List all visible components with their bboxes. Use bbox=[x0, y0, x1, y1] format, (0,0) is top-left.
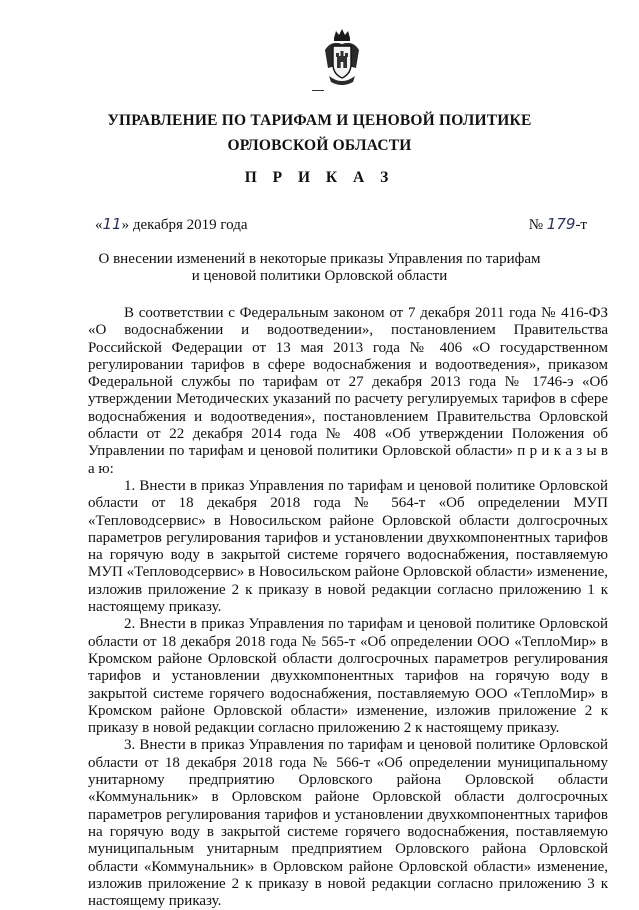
org-title-line1: УПРАВЛЕНИЕ ПО ТАРИФАМ И ЦЕНОВОЙ ПОЛИТИКЕ bbox=[107, 112, 532, 129]
emblem-underline bbox=[312, 90, 324, 91]
document-type: П Р И К А З bbox=[244, 169, 395, 186]
number-sign: № bbox=[528, 217, 544, 233]
date-day-handwritten: 11 bbox=[102, 215, 122, 233]
coat-of-arms-icon bbox=[323, 28, 361, 88]
item-2-paragraph: 2. Внести в приказ Управления по тарифам и ценовой политике Орловской области от 18 декабря 2018 года № 565-т «Об определении ООО «ТеплоМир» в Кромском районе Орловской области долгосрочных параметров регулирования тарифов и установлении двухкомпонентных тарифов на горячую воду в закрытой системе горячего водоснабжения, поставляемую ООО «ТеплоМир» в Кромском районе Орловской области» изменение, изложив приложение 2 к приказу в новой редакции согласно приложению 2 к настоящему приказу. bbox=[88, 616, 608, 737]
subject-line2: и ценовой политики Орловской области bbox=[191, 268, 448, 284]
item-1-paragraph: 1. Внести в приказ Управления по тарифам и ценовой политике Орловской области от 18 декабря 2018 года № 564-т «Об определении МУП «Тепловодсервис» в Новосильском районе Орловской области долгосрочных параметров регулирования тарифов и установлении двухкомпонентных тарифов на горячую воду в закрытой системе горячего водоснабжения, поставляемую МУП «Тепловодсервис» в Новосильском районе Орловской области» изменение, изложив приложение 2 к приказу в новой редакции согласно приложению 1 к настоящему приказу. bbox=[88, 477, 608, 616]
preamble-paragraph: В соответствии с Федеральным законом от 7 декабря 2011 года № 416-ФЗ «О водоснабжении и водоотведении», постановлением Правительства Российской Федерации от 13 мая 2013 года № 406 «О государственном регулировании тарифов в сфере водоснабжения и водоотведения», приказом Федеральной службы по тарифам от 27 декабря 2013 года № 1746-э «Об утверждении Методических указаний по расчету регулируемых тарифов в сфере водоснабжения и водоотведения», постановлением Правительства Орловской области от 22 декабря 2014 года № 408 «Об утверждении Положения об Управлении по тарифам и ценовой политики Орловской области» п р и к а з ы в а ю: bbox=[88, 305, 608, 477]
number-handwritten: 179 bbox=[546, 215, 576, 233]
org-title-line2: ОРЛОВСКОЙ ОБЛАСТИ bbox=[227, 137, 412, 154]
order-number bbox=[529, 215, 587, 234]
number-suffix: -т bbox=[575, 217, 587, 233]
date-month-year: » декабря 2019 года bbox=[121, 217, 248, 233]
order-date bbox=[95, 215, 248, 234]
subject-line1: О внесении изменений в некоторые приказы Управления по тарифам bbox=[98, 251, 541, 267]
order-body bbox=[88, 305, 608, 910]
order-subject bbox=[0, 251, 639, 285]
item-3-paragraph: 3. Внести в приказ Управления по тарифам и ценовой политике Орловской области от 18 декабря 2018 года № 566-т «Об определении муниципальному унитарному предприятию Орловского района Орловской области «Коммунальник» в Орловском районе Орловской области долгосрочных параметров регулирования тарифов и установлении двухкомпонентных тарифов на горячую воду в закрытой системе горячего водоснабжения, поставляемую муниципальным унитарным предприятием Орловского района Орловской области «Коммунальник» в Орловском районе Орловской области» изменение, изложив приложение 2 к приказу в новой редакции согласно приложению 3 к настоящему приказу. bbox=[88, 737, 608, 910]
date-open-quote: « bbox=[95, 217, 103, 233]
